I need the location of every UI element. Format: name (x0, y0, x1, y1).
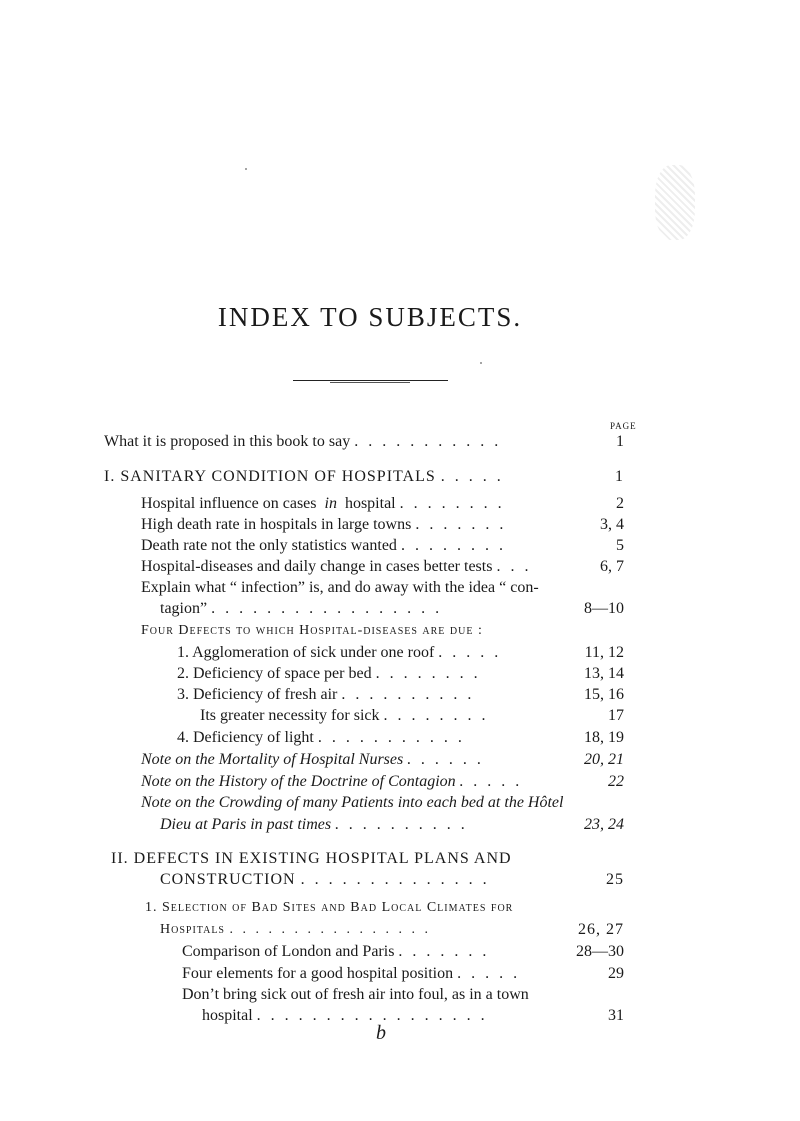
entry-page: 22 (608, 773, 624, 790)
index-entry-continuation (160, 598, 624, 620)
entry-text: Its greater necessity for sick (200, 707, 380, 724)
entry-page: 8—10 (584, 600, 624, 617)
index-note-continuation (160, 814, 624, 836)
leader-dots: . . . . . . . . . . . (354, 433, 502, 450)
leader-dots: . . . . . . (407, 751, 485, 768)
index-entry (104, 431, 624, 453)
entry-page: 5 (616, 537, 624, 554)
leader-dots: . . . (496, 558, 532, 575)
entry-text-cont: hospital (344, 495, 396, 512)
leader-dots: . . . . . . . . . . (335, 816, 469, 833)
entry-text: Comparison of London and Paris (182, 943, 395, 960)
leader-dots: . . . . . . . . . . . (317, 729, 465, 746)
ink-speck (245, 168, 247, 170)
entry-page: 28—30 (576, 943, 624, 960)
page-column-header: PAGE (610, 421, 637, 431)
title-rule-inner (330, 382, 410, 383)
entry-page: 1 (615, 468, 624, 485)
index-entry (182, 984, 624, 1006)
entry-text: 2. Deficiency of space per bed (177, 665, 372, 682)
entry-page: 31 (608, 1007, 624, 1024)
entry-text: I. SANITARY CONDITION OF HOSPITALS (104, 468, 436, 485)
entry-page: 13, 14 (584, 665, 624, 682)
entry-text: Note on the Crowding of many Patients into each bed at the Hôtel (141, 794, 564, 811)
leader-dots: . . . . . (457, 965, 521, 982)
section-heading-continuation (160, 869, 624, 891)
index-entry (177, 663, 624, 685)
ink-speck (480, 362, 482, 364)
section-heading (104, 466, 624, 488)
index-entry (182, 941, 624, 963)
leader-dots: . . . . . (459, 773, 523, 790)
subsection-heading-continuation (160, 919, 624, 941)
leader-dots: . . . . . . . . (383, 707, 489, 724)
leader-dots: . . . . . . . . . . (341, 686, 475, 703)
entry-text: tagion” (160, 600, 208, 617)
entry-page: 2 (616, 495, 624, 512)
entry-text: Explain what “ infection” is, and do away with the idea “ con- (141, 579, 539, 596)
leader-dots: . . . . . (438, 644, 502, 661)
index-entry (177, 684, 624, 706)
entry-page: 18, 19 (584, 729, 624, 746)
index-entry (141, 577, 624, 599)
entry-text: Note on the Mortality of Hospital Nurses (141, 751, 404, 768)
index-entry (141, 493, 624, 515)
leader-dots: . . . . . . . . . . . . . . . . . (256, 1007, 488, 1024)
index-entry (141, 514, 624, 536)
leader-dots: . . . . . . . (398, 943, 490, 960)
entry-text: CONSTRUCTION (160, 871, 296, 888)
entry-text: Note on the History of the Doctrine of Contagion (141, 773, 456, 790)
page-smudge (655, 165, 695, 240)
entry-page: 20, 21 (584, 751, 624, 768)
leader-dots: . . . . . . . . (375, 665, 481, 682)
leader-dots: . . . . . (440, 468, 504, 485)
entry-text: Four Defects to which Hospital-diseases are due : (141, 623, 483, 638)
leader-dots: . . . . . . . . . . . . . . . . (229, 922, 431, 937)
entry-page: 25 (606, 871, 624, 888)
entry-text: Hospitals (160, 922, 225, 937)
page-title: INDEX TO SUBJECTS. (217, 302, 523, 332)
entry-page: 1 (616, 433, 624, 450)
entry-page: 3, 4 (600, 516, 624, 533)
entry-text: 1. Selection of Bad Sites and Bad Local Climates for (145, 900, 514, 915)
entry-text: 3. Deficiency of fresh air (177, 686, 338, 703)
entry-text: Hospital influence on cases (141, 495, 317, 512)
entry-emphasis: in (324, 495, 337, 512)
entry-text: Dieu at Paris in past times (160, 816, 332, 833)
index-note (141, 749, 624, 771)
index-entry (141, 535, 624, 557)
entry-text: Death rate not the only statistics wanted (141, 537, 397, 554)
index-entry (177, 642, 624, 664)
index-note (141, 771, 624, 793)
entry-text: Hospital-diseases and daily change in cases better tests (141, 558, 493, 575)
entry-text: Don’t bring sick out of fresh air into foul, as in a town (182, 986, 529, 1003)
index-entry (177, 727, 624, 749)
entry-page: 29 (608, 965, 624, 982)
index-entry (182, 963, 624, 985)
signature-mark: b (376, 1022, 386, 1044)
index-entry (200, 705, 624, 727)
entry-page: 23, 24 (584, 816, 624, 833)
leader-dots: . . . . . . . . (399, 495, 505, 512)
entry-text: hospital (202, 1007, 253, 1024)
index-entry-continuation (202, 1005, 624, 1027)
entry-page: 26, 27 (578, 921, 624, 938)
entry-text: 4. Deficiency of light (177, 729, 314, 746)
subsection-heading (141, 620, 624, 642)
entry-text: 1. Agglomeration of sick under one roof (177, 644, 435, 661)
entry-text: What it is proposed in this book to say (104, 433, 351, 450)
entry-text: Four elements for a good hospital position (182, 965, 454, 982)
entry-page: 11, 12 (584, 644, 624, 661)
entry-page: 6, 7 (600, 558, 624, 575)
section-heading (111, 848, 624, 870)
entry-text: High death rate in hospitals in large towns (141, 516, 412, 533)
entry-page: 15, 16 (584, 686, 624, 703)
leader-dots: . . . . . . . (415, 516, 507, 533)
subsection-heading (145, 897, 624, 919)
leader-dots: . . . . . . . . . . . . . . (300, 871, 490, 888)
entry-page: 17 (608, 707, 624, 724)
index-entry (141, 556, 624, 578)
title-rule (293, 380, 448, 381)
index-note (141, 792, 624, 814)
leader-dots: . . . . . . . . . . . . . . . . . (211, 600, 443, 617)
leader-dots: . . . . . . . . (400, 537, 506, 554)
entry-text: II. DEFECTS IN EXISTING HOSPITAL PLANS AND (111, 850, 512, 867)
